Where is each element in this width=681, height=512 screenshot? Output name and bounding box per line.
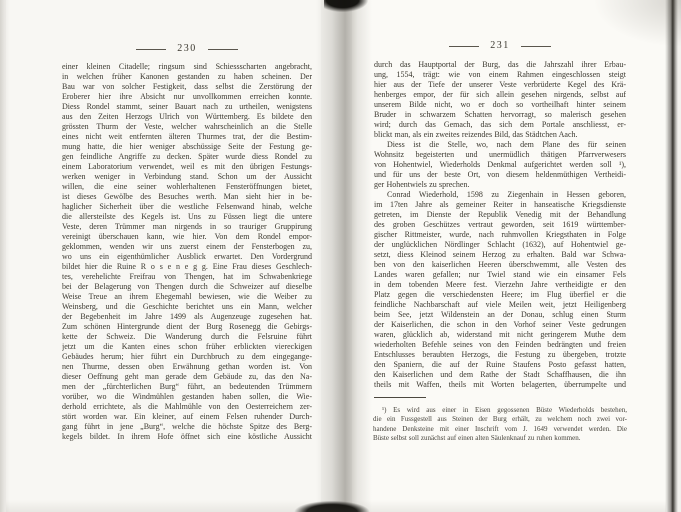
text-line: durch das Hauptportal der Burg, das die Jahrszahl ihrer Erbau- [374,60,626,69]
page-edge-shadow-right [665,0,678,512]
header-rule [521,46,551,47]
text-line: Eroberer hier ihre Absicht nur unvollkommen erreichen konnte. [62,92,312,101]
right-page-text-block [374,60,626,390]
text-line: feindliche Nachbarschaft auf viele Meilen weit, jetzt Heiligenberg [374,300,626,309]
text-line: Entschlusses beraubten Herzogs, die Festung zu übergeben, trotzte [374,350,626,359]
text-line: des groben Geschützes vertraut geworden, seit 1619 württember- [374,220,626,229]
text-line: wird; durch das Gemach, das sich dem Portale anschliesst, er- [374,120,626,129]
gutter-top-shadow [324,0,382,17]
text-line: Conrad Wiederhold, 1598 zu Ziegenhain in Hessen geboren, [387,190,626,199]
left-page-number: 230 [177,43,197,54]
right-page-header [374,41,626,51]
text-line: wo uns ein eigenthümlicher Ausblick erwartet. Den Vordergrund [62,252,312,261]
text-line: Zum schönen Hintergrunde dient der Burg Rosenegg die Gebirgs- [62,322,312,331]
text-line: einer kleinen Citadelle; ringsum sind Schiessscharten angebracht, [62,62,312,71]
text-line: mung hatte, die hier weniger abschüssige Seite der Festung ge- [62,142,312,151]
bottom-shade [6,500,666,512]
text-line: unserem Bilde nicht, wo er doch so vortheilhaft hinter seinem [374,100,626,109]
text-line: Veste, deren Trümmer man nirgends in so trauriger Gruppirung [62,222,312,231]
text-line: Weise Treue an ihrem Ehegemahl bewiesen, wie die Weiber zu [62,292,312,301]
text-line: der unglücklichen Nördlinger Schlacht (1632), auf Hohentwiel ge- [374,240,626,249]
footnote-text-block [373,406,627,444]
text-line: theils mit Waffen, theils mit Worten belagerten, überrumpelte und [374,380,626,389]
text-line: der Begebenheit im Jahre 1499 als Augenzeuge zugesehen hat. [62,312,312,321]
text-line: Gebäudes herum; hier führt ein Durchbruch zu dem eingegange- [62,352,312,361]
text-line: die allersteilste des Kegels ist. Uns zu Füssen liegt die untere [62,212,312,221]
text-line: Diess ist die Stelle, wo, nach dem Plane des für seinen [387,140,626,149]
text-line: derhold errichtete, als die Mahlmühle von den Oesterreichern zer- [62,402,312,411]
text-line: handene Denksteine mit einer Inschrift vom J. 1649 verwendet werden. Die [373,424,627,433]
text-line: waren, glücklich ab, widerstand mit nicht geringerem Muthe dem [374,330,626,339]
text-line: vereinigt überschauen kann, wie hier. Von dem Rondel empor- [62,232,312,241]
text-line: Wohnsitz begeisterten und unermüdlich thätigen Pfarrverwesers [374,150,626,159]
text-line: Weinsberg, und die Geschichte berichtet uns ein Mann, welcher [62,302,312,311]
text-line: tes, verehelichte Freifrau von Thengen, hat im Schwabenkriege [62,272,312,281]
right-page-number: 231 [490,40,510,51]
text-line: setzt, diess Kleinod seinem Herzog zu erhalten. Bald war Schwa- [374,250,626,259]
text-line: nen Thurme, dessen oben Erwähnung gethan worden ist. Von [62,362,312,371]
text-line: gischer Rittmeister, wurde, nach ruhmvollen Kriegsthaten in Folge [374,230,626,239]
text-line: kegels bildet. In ihrem Hofe öffnet sich eine köstliche Aussicht [62,432,312,441]
text-line: dieser Oeffnung geht man gerade dem Gebäude zu, das den Na- [62,372,312,381]
text-line: ben von den kaiserlichen Heeren überschwemmt, alle Vesten des [374,260,626,269]
text-line: men der „fürchterlichen Burg“ führt, an bedeutenden Trümmern [62,382,312,391]
text-line: im 17ten Jahre als gemeiner Reiter in hanseatische Kriegsdienste [374,200,626,209]
page-edge-shade-left [0,0,10,512]
text-line: werken weniger in Verbindung stand. Schon um der Aussicht [62,172,312,181]
text-line: ist dieses Gewölbe des Besuches werth. Man sieht hier in be- [62,192,312,201]
text-line: einem Laboratorium verwendet, weil es mit den übrigen Festungs- [62,162,312,171]
text-line: Landes waren gefallen; nur Twiel stand wie ein einsamer Fels [374,270,626,279]
text-line: Büste selbst soll zunächst auf einen alten Säulenknauf zu ruhen kommen. [373,434,581,443]
text-line: jetzt um die Kanten eines schon früher erblickten viereckigen [62,342,312,351]
text-line: willen, die eine seiner wohlerhaltenen Fensteröffnungen bietet, [62,182,312,191]
text-line: grössten Thurm der Veste, welcher wahrscheinlich an die Stelle [62,122,312,131]
text-line: vorüber, wo die Windmühlen gestanden haben sollen, die Wie- [62,392,312,401]
header-rule [136,49,166,50]
text-line: gen feindliche Angriffe zu decken. Später wurde diess Rondel zu [62,152,312,161]
text-line: wiederholten Befehle seines von den Feinden bedrängten und freien [374,340,626,349]
text-line: Platz gegen die verschiedensten Heere; im Flug überfiel er die [374,290,626,299]
text-line: ger Hohentwiels zu sprechen. [374,180,470,189]
text-line: der Kaiserlichen, die schon in den Vorhof seiner Veste gedrungen [374,320,626,329]
text-line: bei der Belagerung von Thengen durch die Schweizer auf dieselbe [62,282,312,291]
text-line: den Spaniern, die auf der Ruine Staufens Posto gefasst hatten, [374,360,626,369]
text-line: stört worden war. Ein kleiner, auf einem Felsen ruhender Durch- [62,412,312,421]
text-line: kette der Schweiz. Die Wanderung durch die Felsruine führt [62,332,312,341]
text-line: und für uns der beste Ort, von diesem heldenmüthigen Vertheidi- [374,170,626,179]
text-line: Bau war von solcher Festigkeit, dass selbst die Zerstörung der [62,82,312,91]
text-line: von Hohentwiel, Wiederholds Denkmal aufgerichtet werden soll ¹), [374,160,626,169]
text-line: aus den Zeiten Herzogs Ulrich von Württemberg. Es bildete den [62,112,312,121]
text-line: gang führt in jene „Burg“, welche die höchste Spitze des Berg- [62,422,312,431]
header-rule [208,49,238,50]
text-line: den Kaiserlichen und dem Rathe der Stadt Schaffhausen, die ihn [374,370,626,379]
text-line: hier aus der Tiefe der unserer Veste verbrüderte Kegel des Krä- [374,80,626,89]
corner-shade-top-right [595,0,681,46]
text-line: getreten, im Dienste der Republik Venedig mit der Behandlung [374,210,626,219]
text-line: ¹) Es wird aus einer in Eisen gegossenen Büste Wiederholds bestehen, [382,406,627,414]
left-page-header [62,44,312,54]
text-line: in welchen früher Kanonen gestanden zu haben scheinen. Der [62,72,312,81]
text-line: blickt man, als ein zweites reizendes Bild, das Städtchen Aach. [374,130,578,139]
text-line: die ein Fussgestell aus Steinen der Burg erhält, zu welchem noch zwei vor- [373,415,627,424]
text-line: henberges empor, der für sich allein gesehen nirgends, selbst auf [374,90,626,99]
text-line: ung, 1554, trägt: wie von einem Rahmen eingeschlossen steigt [374,70,626,79]
text-line: Diess Rondel stammt, seiner Bauart nach zu urtheilen, wenigstens [62,102,312,111]
text-line: Bruder in schwarzem Schatten hervorragt, so malerisch gesehen [374,110,626,119]
text-line: eines nicht weit entfernten älteren Thurmes trat, der die Bestim- [62,132,312,141]
header-rule [449,46,479,47]
text-line: haglicher Sicherheit über die westliche Felsenwand hinab, welche [62,202,312,211]
gutter-shadow [316,0,372,512]
footnote-separator [374,397,426,398]
text-line: beim See, jetzt Wildenstein an der Donau, schlug einen Sturm [374,310,626,319]
text-line: geklommen, wenden wir uns zuerst einem der Fensterbogen zu, [62,242,312,251]
text-line: bildet hier die Ruine R o s e n e g g. Eine Frau dieses Geschlech- [62,262,312,271]
text-line: in dem tobenden Meere fest. Vierzehn Jahre vertheidigte er den [374,280,626,289]
left-page-text-block [62,62,312,442]
